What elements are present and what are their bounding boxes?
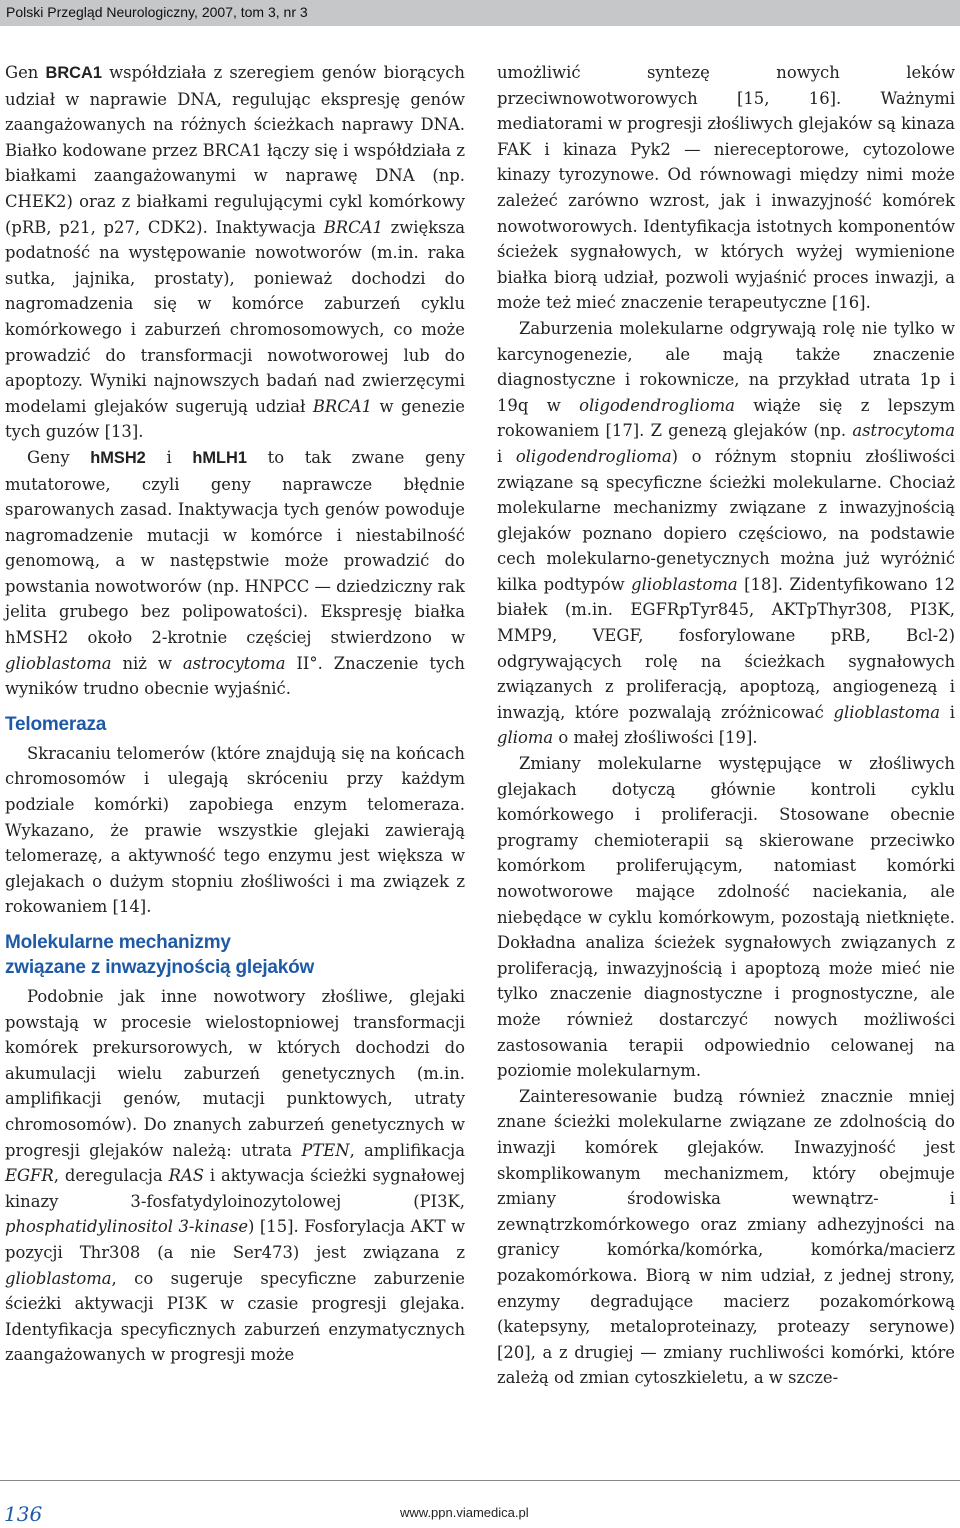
- section-heading-line-1: Molekularne mechanizmy: [5, 932, 231, 953]
- left-column: [5, 60, 465, 1368]
- paragraph-chemotherapy: Zmiany molekularne występujące w złośliwych glejakach dotyczą głównie kontroli cyklu komórkowego i proliferacji. Stosowane obecnie programy chemioterapii są skierowane przeciwko komórkom proliferującym, natomiast komórki nowotworowe mające zdolność naciekania, ale niebędące w cyklu komórkowym, pozostają nietknięte. Dokładna analiza ścieżek sygnałowych związanych z proliferacją, inwazyjnością i apoptozą może mieć nie tylko znaczenie diagnostyczne i prognostyczne, ale może również dostarczyć nowych możliwości zastosowania terapii odpowiednio celowanej na poziomie molekularnym.: [497, 754, 955, 1081]
- journal-title: Polski Przegląd Neurologiczny, 2007, tom 3, nr 3: [6, 4, 308, 20]
- section-heading-line-2: związane z inwazyjnością glejaków: [5, 957, 315, 978]
- page-number: 136: [4, 1502, 43, 1526]
- paragraph-invasion: Zainteresowanie budzą również znacznie mniej znane ścieżki molekularne związane ze zdolnością do inwazji komórek glejaków. Inwazyjność jest skomplikowanym mechanizmem, który obejmuje zmiany środowiska wewnątrz- i zewnątrzkomórkowego oraz zmiany adhezyjności na granicy komórka/komórka, komórka/macierz pozakomórkowa. Biorą w nim udział, z jednej strony, enzymy degradujące macierz pozakomórkową (katepsyny, metaloproteinazy, proteazy serynowe) [20], a z drugiej — zmiany ruchliwości komórki, które zależą od zmian cytoszkieletu, a w szcze-: [497, 1086, 955, 1388]
- paragraph-diagnostic: Zaburzenia molekularne odgrywają rolę nie tylko w karcynogenezie, ale mają także znaczenie diagnostyczne i rokownicze, na przykład utrata 1p i 19q w oligodendroglioma wiąże się z lepszym rokowaniem [17]. Z genezą glejaków (np. astrocytoma i oligodendroglioma) o różnym stopniu złośliwości związane są specyficzne ścieżki molekularne. Chociaż molekularne mechanizmy związane z inwazyjnością glejaków poznano dopiero częściowo, na podstawie cech molekularno-genetycznych można już wyróżnić kilka podtypów glioblastoma [18]. Zidentyfikowano 12 białek (m.in. EGFRpTyr845, AKTpThyr308, PI3K, MMP9, VEGF, fosforylowane pRB, Bcl-2) odgrywających rolę na ścieżkach sygnałowych związanych z proliferacją, apoptozą, angiogenezą i inwazją, które pozwalają zróżnicować glioblastoma i glioma o małej złośliwości [19].: [497, 318, 956, 748]
- paragraph-brca1: Gen BRCA1 współdziała z szeregiem genów biorących udział w naprawie DNA, regulując ekspresję genów zaangażowanych na różnych ścieżkach naprawy DNA. Białko kodowane przez BRCA1 łączy się i współdziała z białkami zaangażowanymi w naprawę DNA (np. CHEK2) oraz z białkami regulującymi cykl komórkowy (pRB, p21, p27, CDK2). Inaktywacja BRCA1 zwiększa podatność na występowanie nowotworów (m.in. raka sutka, jajnika, prostaty), ponieważ dochodzi do nagromadzenia się w komórce zaburzeń cyklu komórkowego i zaburzeń chromosomowych, co może prowadzić do transformacji nowotworowej lub do apoptozy. Wyniki najnowszych badań nad zwierzęcymi modelami glejaków sugerują udział BRCA1 w genezie tych guzów [13].: [5, 63, 466, 442]
- footer-divider: [0, 1480, 960, 1481]
- right-column: [497, 60, 955, 1391]
- section-heading-telomeraza: Telomeraza: [5, 713, 107, 735]
- paragraph-mutator-genes: Geny hMSH2 i hMLH1 to tak zwane geny mutatorowe, czyli geny naprawcze błędnie sparowanych zasad. Inaktywacja tych genów powoduje nagromadzenie mutacji w komórce i niestabilność genomową, a w następstwie może prowadzić do powstania nowotworów (np. HNPCC — dziedziczny rak jelita grubego bez polipowatości). Ekspresję białka hMSH2 około 2-krotnie częściej stwierdzono w glioblastoma niż w astrocytoma II°. Znaczenie tych wyników trudno obecnie wyjaśnić.: [5, 447, 465, 699]
- footer-url: www.ppn.viamedica.pl: [400, 1505, 529, 1520]
- section-heading-mechanisms: [5, 930, 465, 980]
- journal-header-bar: [0, 0, 960, 26]
- paragraph-telomeraza: Skracaniu telomerów (które znajdują się na końcach chromosomów i ulegają skróceniu przy każdym podziale komórki) zapobiega enzym telomeraza. Wykazano, że prawie wszystkie glejaki zawierają telomerazę, a aktywność tego enzymu jest większa w glejakach o dużym stopniu złośliwości i ma związek z rokowaniem [14].: [5, 743, 465, 917]
- paragraph-mediators: umożliwić syntezę nowych leków przeciwnowotworowych [15, 16]. Ważnymi mediatorami w progresji złośliwych glejaków są kinaza FAK i kinaza Pyk2 — niereceptorowe, cytozolowe kinazy tyrozynowe. Od równowagi między nimi może zależeć zarówno wzrost, jak i inwazyjność komórek nowotworowych. Identyfikacja istotnych komponentów ścieżek sygnałowych, w których wyżej wymienione białka biorą udział, pozwoli wyjaśnić proces inwazji, a może też mieć znaczenie terapeutyczne [16].: [497, 63, 955, 313]
- paragraph-progression: Podobnie jak inne nowotwory złośliwe, glejaki powstają w procesie wielostopniowej transformacji komórek prekursorowych, w których dochodzi do akumulacji wielu zaburzeń genetycznych (m.in. amplifikacji genów, mutacji punktowych, utraty chromosomów). Do znanych zaburzeń genetycznych w progresji glejaków należą: utrata PTEN, amplifikacja EGFR, deregulacja RAS i aktywacja ścieżki sygnałowej kinazy 3-fosfatydyloinozytolowej (PI3K, phosphatidylinositol 3-kinase) [15]. Fosforylacja AKT w pozycji Thr308 (a nie Ser473) jest związana z glioblastoma, co sugeruje specyficzne zaburzenie ścieżki aktywacji PI3K w czasie progresji glejaka. Identyfikacja specyficznych zaburzeń enzymatycznych zaangażowanych w progresji może: [5, 987, 465, 1365]
